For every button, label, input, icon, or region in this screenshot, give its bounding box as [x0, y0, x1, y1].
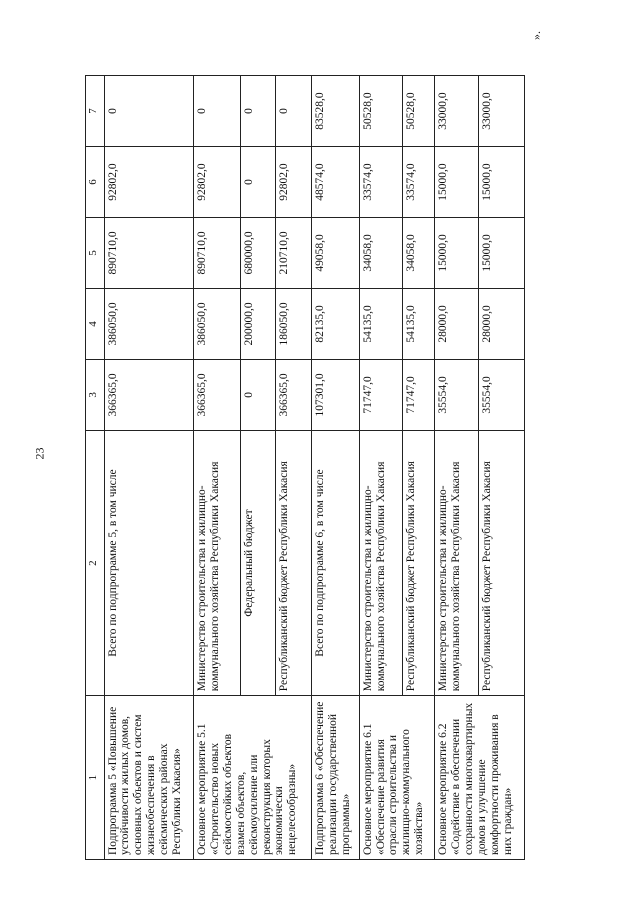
value-cell: 366365,0: [194, 359, 241, 430]
header-row: [86, 76, 105, 860]
value-cell: 71747,0: [403, 359, 435, 430]
value-cell: 15000,0: [435, 147, 479, 218]
value-cell: 0: [104, 76, 194, 147]
source-cell: Министерство строительства и жилищно-коммунального хозяйства Республики Хакасия: [194, 430, 241, 695]
value-cell: 186050,0: [276, 288, 311, 359]
value-cell: 33000,0: [435, 76, 479, 147]
source-cell: Республиканский бюджет Республики Хакасия: [276, 430, 311, 695]
header-cell: 3: [86, 359, 105, 430]
header-cell: 7: [86, 76, 105, 147]
source-cell: Республиканский бюджет Республики Хакасия: [478, 430, 524, 695]
value-cell: 15000,0: [478, 147, 524, 218]
value-cell: 890710,0: [104, 217, 194, 288]
header-cell: 6: [86, 147, 105, 218]
value-cell: 34058,0: [403, 217, 435, 288]
value-cell: 0: [276, 76, 311, 147]
value-cell: 54135,0: [359, 288, 403, 359]
program-name-cell: Основное мероприятие 6.1 «Обеспечение развития отрасли строительства и жилищно-коммунального хозяйства»: [359, 696, 435, 860]
value-cell: 33574,0: [359, 147, 403, 218]
value-cell: 49058,0: [311, 217, 359, 288]
value-cell: 48574,0: [311, 147, 359, 218]
value-cell: 35554,0: [435, 359, 479, 430]
table-row: [435, 76, 479, 860]
value-cell: 366365,0: [104, 359, 194, 430]
value-cell: 0: [241, 359, 276, 430]
value-cell: 366365,0: [276, 359, 311, 430]
source-cell: Всего по подпрограмме 5, в том числе: [104, 430, 194, 695]
value-cell: 28000,0: [435, 288, 479, 359]
source-cell: Министерство строительства и жилищно-коммунального хозяйства Республики Хакасия: [435, 430, 479, 695]
value-cell: 210710,0: [276, 217, 311, 288]
value-cell: 200000,0: [241, 288, 276, 359]
value-cell: 0: [241, 76, 276, 147]
value-cell: 107301,0: [311, 359, 359, 430]
header-cell: 2: [86, 430, 105, 695]
header-cell: 5: [86, 217, 105, 288]
rotated-table-container: [85, 75, 525, 860]
value-cell: 71747,0: [359, 359, 403, 430]
value-cell: 50528,0: [359, 76, 403, 147]
value-cell: 92802,0: [194, 147, 241, 218]
table-row: [104, 76, 194, 860]
value-cell: 386050,0: [104, 288, 194, 359]
program-name-cell: Основное мероприятие 5.1 «Строительство новых сейсмостойких объектов взамен объектов, сейсмоусиление или реконструкция которых экономически нецелесообразны»: [194, 696, 312, 860]
closing-quote-mark: ».: [529, 31, 543, 40]
value-cell: 83528,0: [311, 76, 359, 147]
value-cell: 0: [241, 147, 276, 218]
source-cell: Министерство строительства и жилищно-коммунального хозяйства Республики Хакасия: [359, 430, 403, 695]
value-cell: 15000,0: [478, 217, 524, 288]
header-cell: 1: [86, 696, 105, 860]
table-row: [194, 76, 241, 860]
program-name-cell: Подпрограмма 5 «Повышение устойчивости жилых домов, основных объектов и систем жизнеобеспечения в сейсмических районах Республики Хакасия»: [104, 696, 194, 860]
program-name-cell: Основное мероприятие 6.2 «Содействие в обеспечении сохранности многоквартирных домов и улучшение комфортности проживания в них граждан»: [435, 696, 525, 860]
value-cell: 890710,0: [194, 217, 241, 288]
value-cell: 50528,0: [403, 76, 435, 147]
source-cell: Республиканский бюджет Республики Хакасия: [403, 430, 435, 695]
value-cell: 386050,0: [194, 288, 241, 359]
value-cell: 92802,0: [276, 147, 311, 218]
program-name-cell: Подпрограмма 6 «Обеспечение реализации государственной программы»: [311, 696, 359, 860]
value-cell: 0: [194, 76, 241, 147]
source-cell: Федеральный бюджет: [241, 430, 276, 695]
value-cell: 54135,0: [403, 288, 435, 359]
value-cell: 82135,0: [311, 288, 359, 359]
header-cell: 4: [86, 288, 105, 359]
budget-table: [85, 75, 525, 860]
value-cell: 33000,0: [478, 76, 524, 147]
value-cell: 35554,0: [478, 359, 524, 430]
page-number: 23: [32, 447, 47, 460]
value-cell: 34058,0: [359, 217, 403, 288]
table-row: [311, 76, 359, 860]
source-cell: Всего по подпрограмме 6, в том числе: [311, 430, 359, 695]
value-cell: 33574,0: [403, 147, 435, 218]
value-cell: 28000,0: [478, 288, 524, 359]
table-row: [359, 76, 403, 860]
value-cell: 92802,0: [104, 147, 194, 218]
value-cell: 15000,0: [435, 217, 479, 288]
value-cell: 680000,0: [241, 217, 276, 288]
